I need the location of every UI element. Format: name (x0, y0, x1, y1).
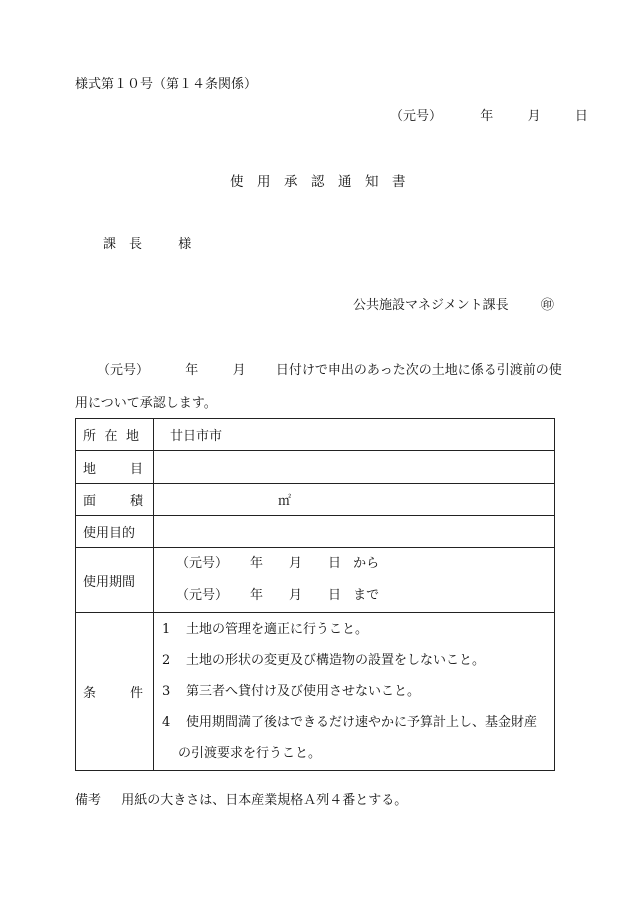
value-period (154, 548, 555, 613)
note (75, 794, 407, 807)
date-month: 月 (527, 109, 541, 124)
form-number: 様式第１０号（第１４条関係） (75, 77, 258, 92)
issuer (353, 299, 554, 312)
condition-item: 1 土地の管理を適正に行うこと。 (162, 622, 369, 637)
body-era: （元号） (97, 363, 150, 378)
date-day: 日 (574, 109, 588, 124)
note-text: 用紙の大きさは、日本産業規格Ａ列４番とする。 (121, 793, 408, 808)
seal-mark: ㊞ (540, 298, 554, 313)
condition-item: 4 使用期間満了後はできるだけ速やかに予算計上し、基金財産 (162, 715, 538, 730)
document-title: 使 用 承 認 通 知 書 (230, 174, 406, 190)
issuer-title: 公共施設マネジメント課長 (353, 298, 509, 313)
value-category (154, 451, 555, 484)
label-area: 面 積 (76, 484, 154, 516)
date-era: （元号） (390, 109, 443, 124)
body-month: 月 (232, 363, 246, 378)
area-unit: ㎡ (278, 494, 292, 509)
value-location: 廿日市市 (154, 419, 555, 451)
condition-item: 3 第三者へ貸付け及び使用させないこと。 (162, 684, 421, 699)
addressee-honorific: 様 (178, 237, 192, 252)
row-category (76, 451, 555, 484)
row-area (76, 484, 555, 516)
date-line (390, 110, 588, 123)
label-period: 使用期間 (76, 548, 154, 613)
approval-table (75, 418, 555, 771)
condition-item-continuation: の引渡要求を行うこと。 (178, 746, 322, 761)
value-area (154, 484, 555, 516)
addressee-role: 課 長 (103, 237, 143, 252)
row-purpose (76, 516, 555, 548)
date-year: 年 (480, 109, 494, 124)
period-from: （元号） 年 月 日 から (176, 556, 380, 571)
row-period (76, 548, 555, 613)
addressee (103, 238, 191, 251)
row-location (76, 419, 555, 451)
label-purpose: 使用目的 (76, 516, 154, 548)
body-line1-rest: 日付けで申出のあった次の土地に係る引渡前の使 (275, 363, 562, 378)
row-conditions (76, 613, 555, 771)
body-line-1 (97, 364, 562, 377)
note-label: 備考 (75, 793, 102, 808)
label-conditions: 条 件 (76, 613, 154, 771)
period-to: （元号） 年 月 日 まで (176, 588, 380, 603)
label-category: 地 目 (76, 451, 154, 484)
body-line-2: 用について承認します。 (75, 396, 217, 411)
value-purpose (154, 516, 555, 548)
value-conditions (154, 613, 555, 771)
condition-item: 2 土地の形状の変更及び構造物の設置をしないこと。 (162, 653, 486, 668)
label-location: 所 在 地 (76, 419, 154, 451)
body-year: 年 (185, 363, 199, 378)
